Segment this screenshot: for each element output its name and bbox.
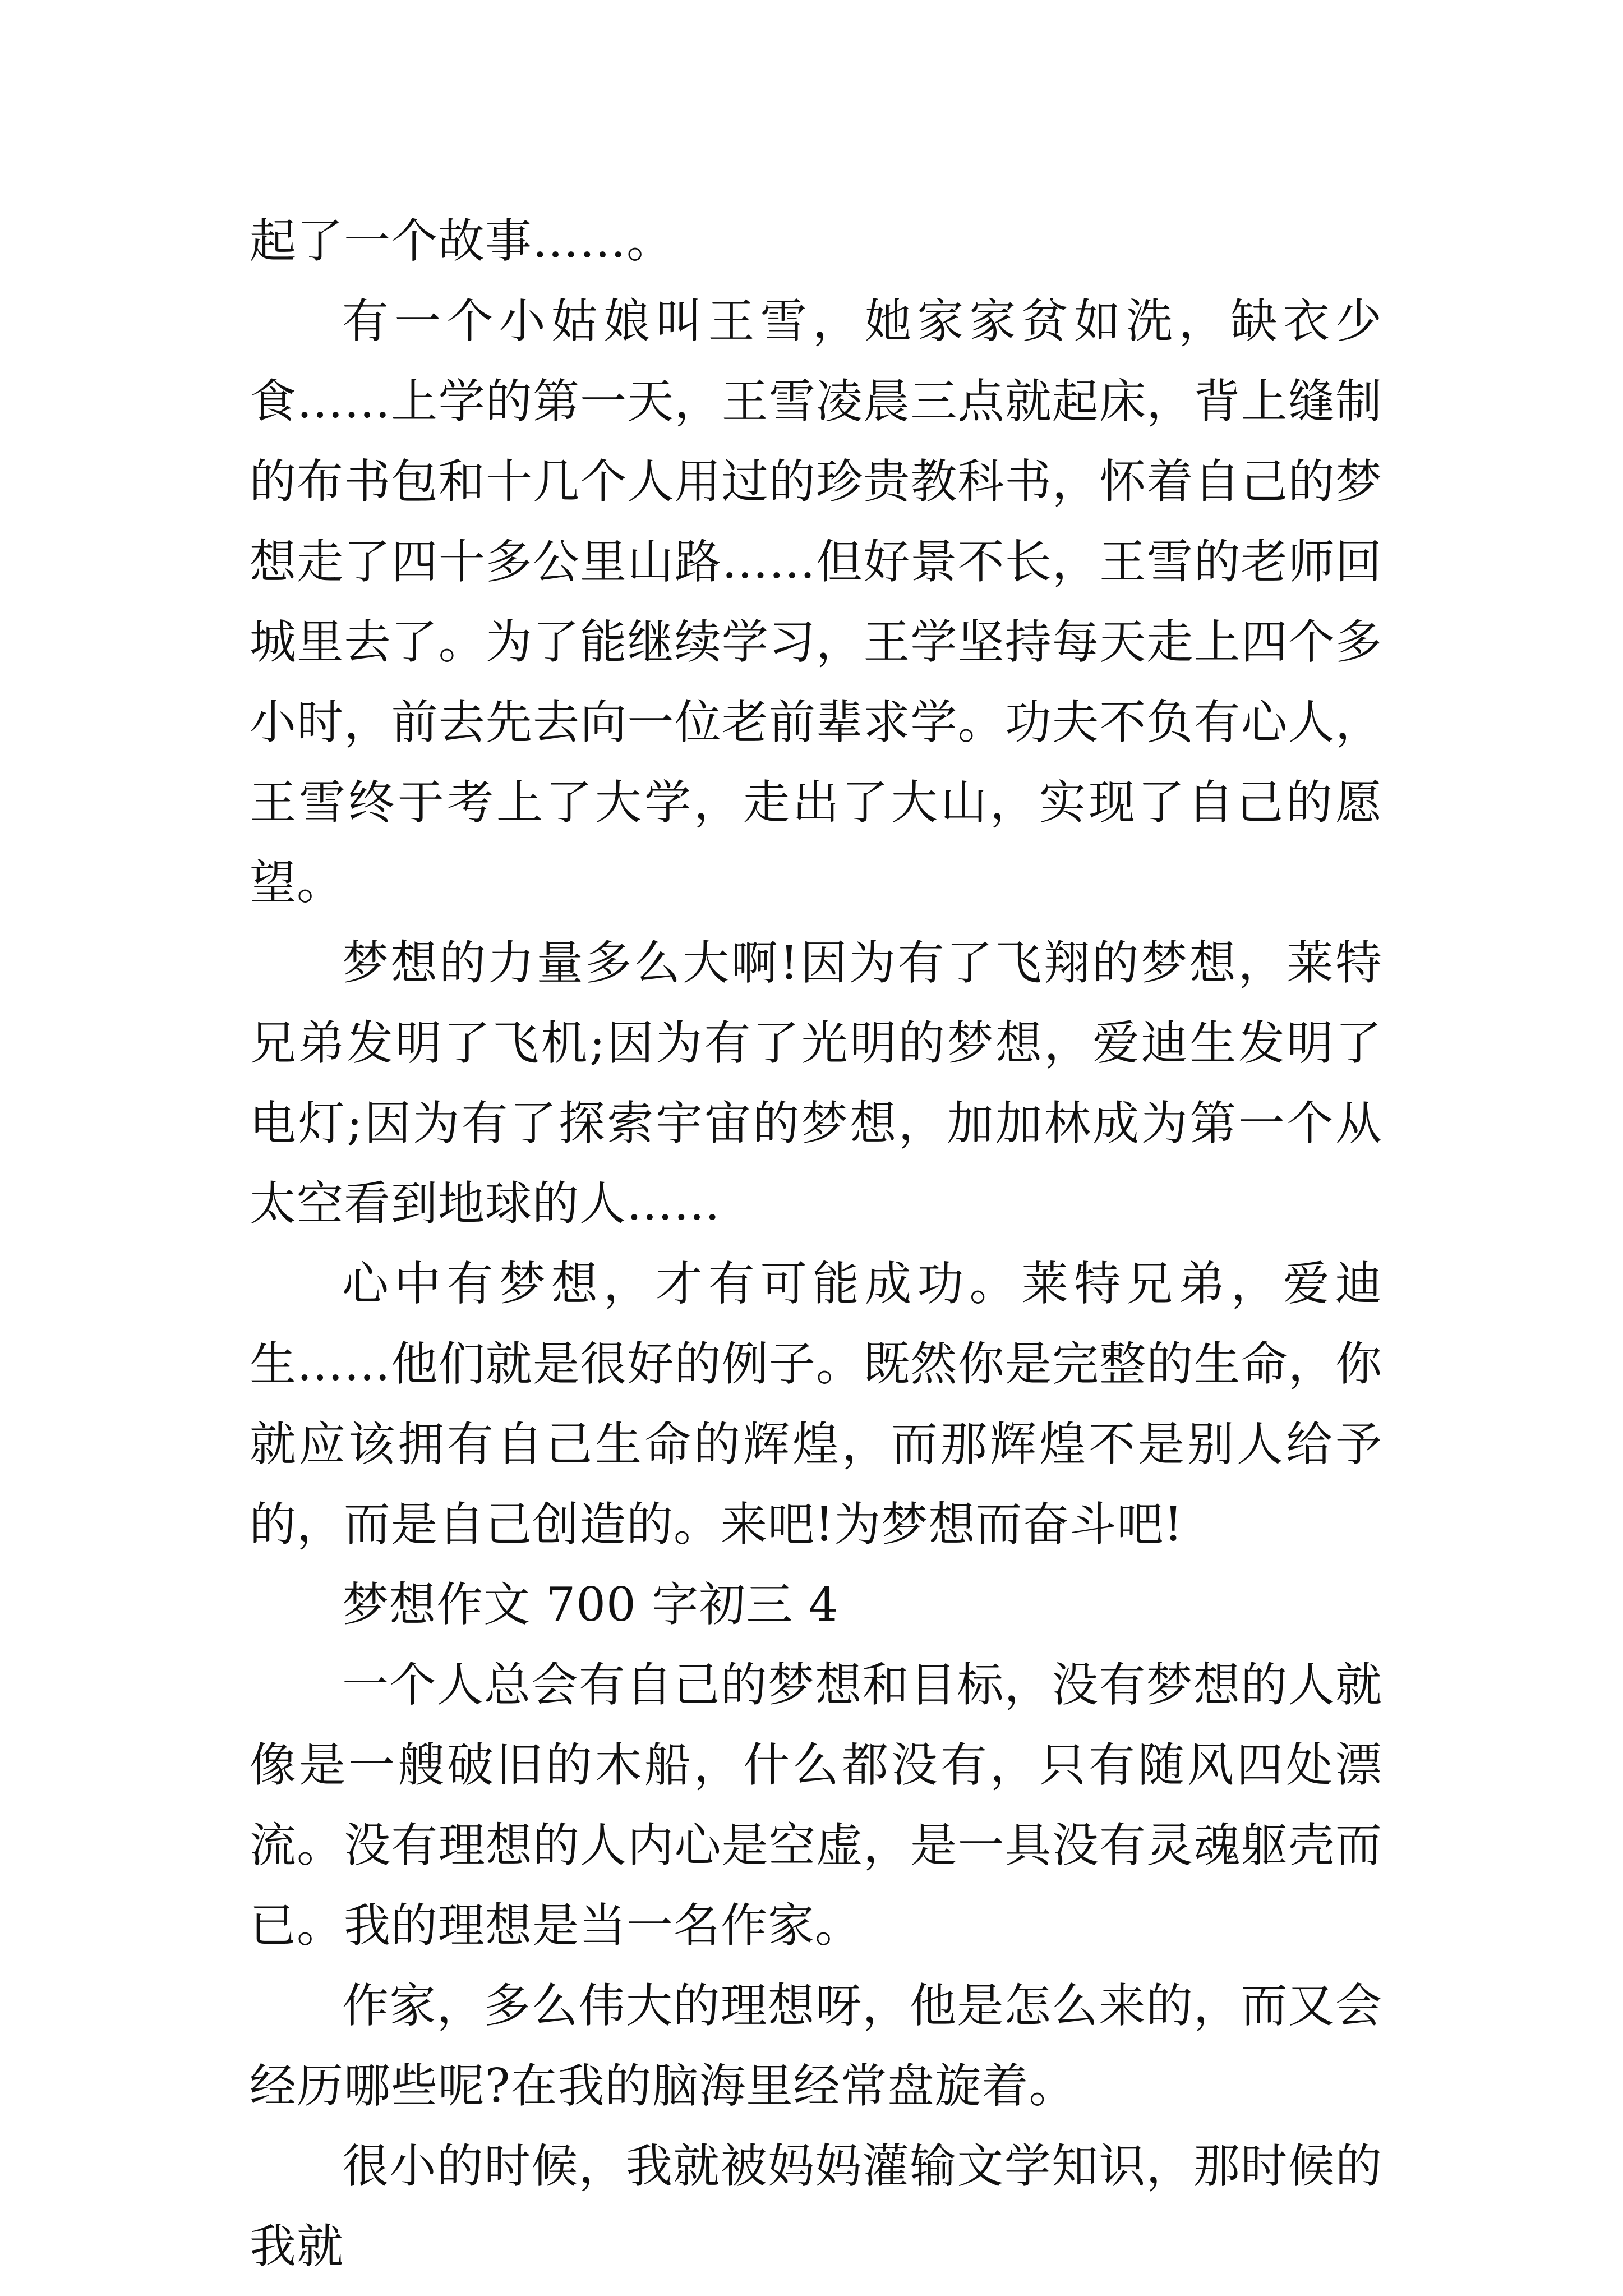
paragraph-wangxue-story: 有一个小姑娘叫王雪，她家家贫如洗，缺衣少食……上学的第一天，王雪凌晨三点就起床，背上缝制的布书包和十几个人用过的珍贵教科书，怀着自己的梦想走了四十多公里山路……但好景不长，王雪的老师回城里去了。为了能继续学习，王学坚持每天走上四个多小时，前去先去向一位老前辈求学。功夫不负有心人，王雪终于考上了大学，走出了大山，实现了自己的愿望。 [250,294,1382,910]
document-body [250,201,1382,2286]
paragraph-writer-question: 作家，多么伟大的理想呀，他是怎么来的，而又会经历哪些呢?在我的脑海里经常盘旋着。 [250,1978,1382,2113]
paragraph-childhood: 很小的时候，我就被妈妈灌输文学知识，那时候的我就 [250,2139,1382,2274]
paragraph-writer-dream-intro: 一个人总会有自己的梦想和目标，没有梦想的人就像是一艘破旧的木船，什么都没有，只有随风四处漂流。没有理想的人内心是空虚，是一具没有灵魂躯壳而已。我的理想是当一名作家。 [250,1658,1382,1953]
paragraph-continuation: 起了一个故事……。 [250,214,674,268]
essay-heading: 梦想作文 700 字初三 4 [342,1577,839,1632]
paragraph-conclusion: 心中有梦想，才有可能成功。莱特兄弟，爱迪生……他们就是很好的例子。既然你是完整的生命，你就应该拥有自己生命的辉煌，而那辉煌不是别人给予的，而是自己创造的。来吧!为梦想而奋斗吧! [250,1257,1382,1552]
paragraph-power-of-dreams: 梦想的力量多么大啊!因为有了飞翔的梦想，莱特兄弟发明了飞机;因为有了光明的梦想，爱迪生发明了电灯;因为有了探索宇宙的梦想，加加林成为第一个从太空看到地球的人…… [250,936,1382,1231]
